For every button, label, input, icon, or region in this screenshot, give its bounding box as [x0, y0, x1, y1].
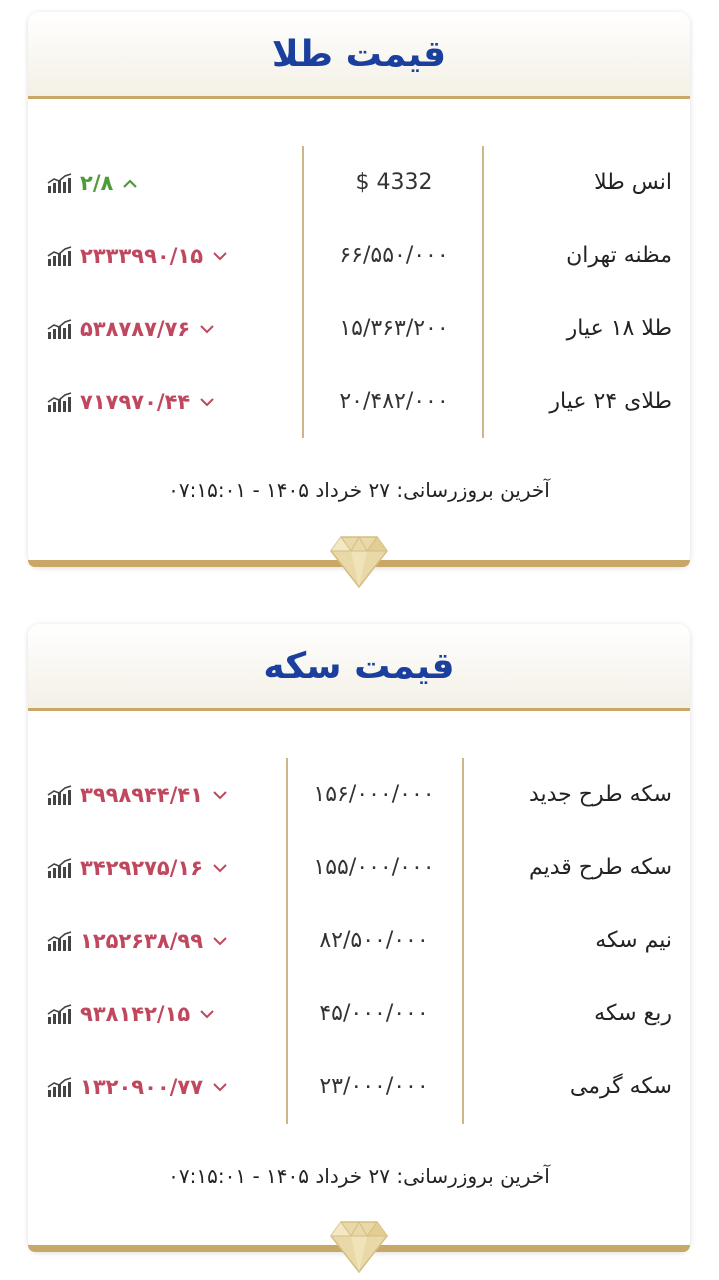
item-price: ۲۳/۰۰۰/۰۰۰ — [319, 1074, 429, 1099]
item-name: ربع سکه — [594, 1001, 672, 1026]
chart-bars-icon[interactable] — [46, 391, 72, 413]
gold-card-header — [28, 12, 690, 99]
item-price: ۶۶/۵۵۰/۰۰۰ — [339, 243, 449, 268]
gold-price-table — [28, 146, 690, 438]
item-name: مظنه تهران — [566, 243, 672, 268]
table-row — [28, 292, 690, 365]
item-price: ۲۰/۴۸۲/۰۰۰ — [339, 389, 449, 414]
table-row — [28, 977, 690, 1050]
item-change[interactable] — [46, 219, 229, 292]
item-name: سکه طرح جدید — [528, 782, 672, 807]
chart-bars-icon[interactable] — [46, 857, 72, 879]
table-row — [28, 219, 690, 292]
change-value: ۳۴۲۹۲۷۵/۱۶ — [80, 855, 204, 880]
table-row — [28, 831, 690, 904]
table-row — [28, 1050, 690, 1123]
coin-card-header — [28, 624, 690, 711]
chevron-down-icon — [211, 861, 229, 875]
coin-card-title: قیمت سکه — [263, 645, 455, 687]
change-value: ۱۲۵۲۶۳۸/۹۹ — [80, 928, 204, 953]
last-update-text: آخرین بروزرسانی: ۲۷ خرداد ۱۴۰۵ - ۰۷:۱۵:۰۱ — [168, 478, 550, 502]
table-row — [28, 146, 690, 219]
item-change[interactable] — [46, 977, 216, 1050]
chevron-down-icon — [211, 788, 229, 802]
item-change[interactable] — [46, 146, 139, 219]
change-value: ۷۱۷۹۷۰/۴۴ — [80, 389, 191, 414]
item-change[interactable] — [46, 904, 229, 977]
item-name: سکه طرح قدیم — [528, 855, 672, 880]
item-price: ۱۵۵/۰۰۰/۰۰۰ — [313, 855, 435, 880]
item-change[interactable] — [46, 365, 216, 438]
chart-bars-icon[interactable] — [46, 318, 72, 340]
chevron-down-icon — [211, 249, 229, 263]
coin-price-card — [28, 624, 690, 1252]
item-name: سکه گرمی — [569, 1074, 672, 1099]
chart-bars-icon[interactable] — [46, 245, 72, 267]
item-price: 4332 $ — [355, 170, 433, 195]
item-change[interactable] — [46, 1050, 229, 1123]
chart-bars-icon[interactable] — [46, 1076, 72, 1098]
change-value: ۵۳۸۷۸۷/۷۶ — [80, 316, 191, 341]
chart-bars-icon[interactable] — [46, 930, 72, 952]
chevron-up-icon — [121, 176, 139, 190]
table-row — [28, 758, 690, 831]
coin-price-table — [28, 758, 690, 1124]
chevron-down-icon — [211, 1080, 229, 1094]
item-change[interactable] — [46, 831, 229, 904]
chart-bars-icon[interactable] — [46, 784, 72, 806]
change-value: ۲۳۳۳۹۹۰/۱۵ — [80, 243, 204, 268]
chart-bars-icon[interactable] — [46, 172, 72, 194]
item-change[interactable] — [46, 292, 216, 365]
item-name: انس طلا — [594, 170, 672, 195]
last-update-text: آخرین بروزرسانی: ۲۷ خرداد ۱۴۰۵ - ۰۷:۱۵:۰۱ — [168, 1164, 550, 1188]
item-price: ۸۲/۵۰۰/۰۰۰ — [319, 928, 429, 953]
item-name: نیم سکه — [595, 928, 672, 953]
gold-price-card — [28, 12, 690, 567]
chevron-down-icon — [198, 322, 216, 336]
item-price: ۴۵/۰۰۰/۰۰۰ — [319, 1001, 429, 1026]
item-price: ۱۵۶/۰۰۰/۰۰۰ — [313, 782, 435, 807]
item-name: طلای ۲۴ عیار — [549, 389, 672, 414]
chart-bars-icon[interactable] — [46, 1003, 72, 1025]
item-change[interactable] — [46, 758, 229, 831]
change-value: ۹۳۸۱۴۲/۱۵ — [80, 1001, 191, 1026]
diamond-icon — [329, 1218, 389, 1274]
item-price: ۱۵/۳۶۳/۲۰۰ — [339, 316, 449, 341]
change-value: ۱۳۲۰۹۰۰/۷۷ — [80, 1074, 204, 1099]
diamond-icon — [329, 533, 389, 589]
item-name: طلا ۱۸ عیار — [566, 316, 672, 341]
change-value: ۲/۸ — [80, 170, 114, 195]
change-value: ۳۹۹۸۹۴۴/۴۱ — [80, 782, 204, 807]
chevron-down-icon — [211, 934, 229, 948]
table-row — [28, 904, 690, 977]
gold-card-title: قیمت طلا — [271, 33, 447, 75]
chevron-down-icon — [198, 1007, 216, 1021]
chevron-down-icon — [198, 395, 216, 409]
table-row — [28, 365, 690, 438]
